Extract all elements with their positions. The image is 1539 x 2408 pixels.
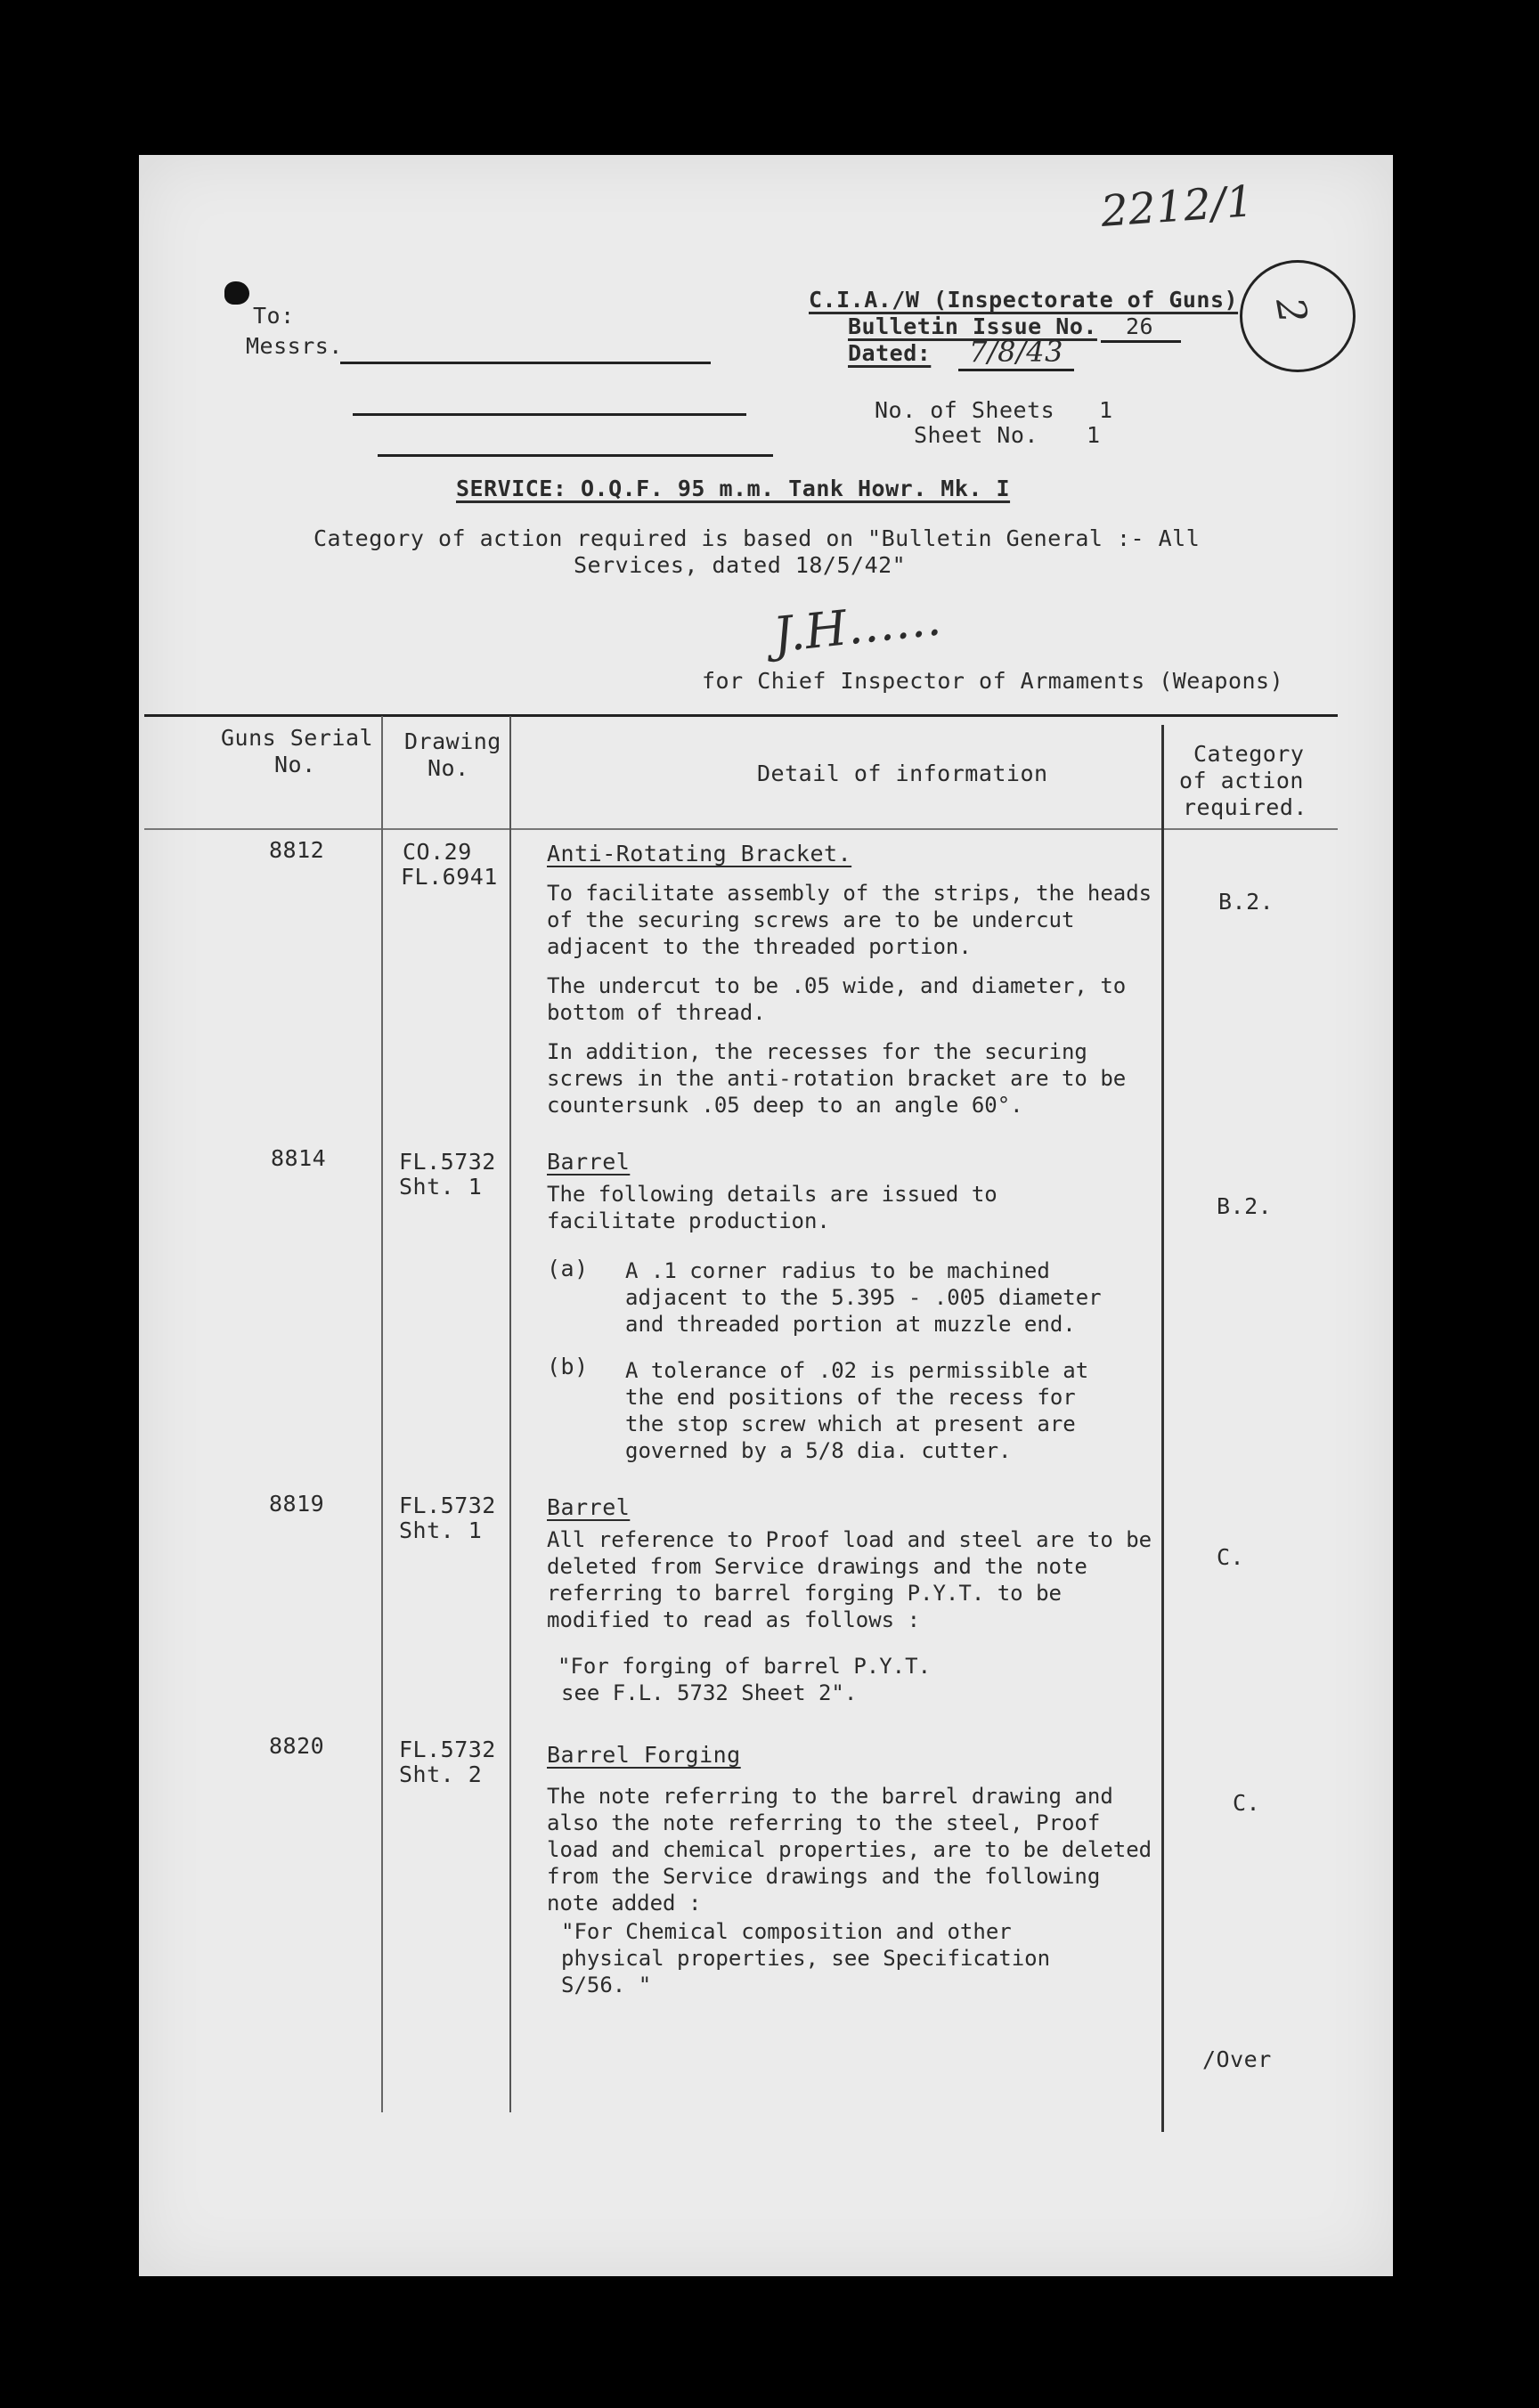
over-note: /Over	[1202, 2046, 1272, 2072]
dated-underline	[958, 369, 1074, 371]
category-basis-line-1: Category of action required is based on "Bulletin General :- All	[314, 525, 1201, 551]
row-1-para-3: In addition, the recesses for the securing screws in the anti-rotation bracket are to be countersunk .05 deep to an angle 60°.	[547, 1039, 1127, 1118]
ink-blot	[224, 281, 249, 305]
category-basis-line-2: Services, dated 18/5/42"	[574, 552, 907, 578]
row-3-drawing-line-2: Sht. 1	[399, 1517, 483, 1543]
sheet-no-value: 1	[1087, 422, 1101, 448]
row-1-category: B.2.	[1218, 889, 1274, 915]
header-category-line-1: Category	[1193, 741, 1305, 767]
signature: J.H......	[770, 590, 944, 663]
address-line-3	[378, 454, 773, 457]
sheet-no-label: Sheet No.	[914, 422, 1038, 448]
dated-label: Dated:	[848, 340, 932, 366]
table-header-rule	[144, 828, 1338, 830]
row-2-item-a-label: (a)	[547, 1256, 589, 1281]
sheets-value: 1	[1099, 397, 1113, 423]
bulletin-underline	[1101, 340, 1181, 343]
row-4-category: C.	[1233, 1790, 1261, 1816]
header-category-line-3: required.	[1183, 794, 1307, 820]
circled-mark-number: 2	[1266, 294, 1316, 328]
row-4-quote: "For Chemical composition and other physical properties, see Specification S/56. "	[561, 1919, 1051, 1997]
row-3-category: C.	[1217, 1544, 1245, 1570]
inspectorate-title: C.I.A./W (Inspectorate of Guns)	[809, 287, 1239, 313]
row-2-drawing-line-2: Sht. 1	[399, 1174, 483, 1200]
row-4-para-1: The note referring to the barrel drawing and also the note referring to the steel, Proof load and chemical properties, are to be deleted from the Service drawings and the following note added :	[547, 1784, 1152, 1916]
header-serial-line-1: Guns Serial	[221, 725, 374, 751]
column-divider-2	[509, 716, 511, 2112]
row-2-drawing-line-1: FL.5732	[399, 1149, 496, 1175]
to-label: To:	[253, 303, 295, 329]
row-4-drawing-line-2: Sht. 2	[399, 1761, 483, 1787]
header-drawing-line-1: Drawing	[404, 728, 501, 754]
service-line: SERVICE: O.Q.F. 95 m.m. Tank Howr. Mk. I	[456, 476, 1011, 501]
row-1-title: Anti-Rotating Bracket.	[547, 841, 852, 866]
bulletin-issue-label: Bulletin Issue No.	[848, 313, 1097, 339]
table-top-rule	[144, 714, 1338, 717]
row-2-category: B.2.	[1217, 1193, 1273, 1219]
header-detail: Detail of information	[757, 761, 1048, 786]
column-divider-3	[1161, 725, 1164, 2132]
row-2-serial: 8814	[271, 1145, 327, 1171]
row-1-para-1: To facilitate assembly of the strips, the heads of the securing screws are to be undercut adjacent to the threaded portion.	[547, 881, 1152, 959]
handwritten-ref-number: 2212/1	[1099, 176, 1256, 237]
row-4-serial: 8820	[269, 1733, 325, 1759]
row-3-drawing-line-1: FL.5732	[399, 1493, 496, 1518]
row-1-detail	[547, 880, 1152, 1119]
row-1-serial: 8812	[269, 837, 325, 863]
row-1-drawing-line-2: FL.6941	[401, 864, 498, 890]
address-line-1	[340, 362, 711, 364]
row-3-para-1: All reference to Proof load and steel are to be deleted from Service drawings and the note referring to barrel forging P.Y.T. to be modified to read as follows :	[547, 1527, 1152, 1632]
row-4-drawing-line-1: FL.5732	[399, 1737, 496, 1762]
header-serial-line-2: No.	[274, 752, 316, 777]
header-drawing-line-2: No.	[428, 755, 469, 781]
row-2-item-b-label: (b)	[547, 1354, 589, 1379]
messrs-label: Messrs.	[246, 333, 343, 359]
bulletin-issue-value: 26	[1126, 313, 1154, 339]
row-2-title: Barrel	[547, 1149, 631, 1175]
row-1-para-2: The undercut to be .05 wide, and diameter, to bottom of thread.	[547, 973, 1127, 1025]
document-page	[139, 155, 1393, 2276]
address-line-2	[353, 413, 746, 416]
row-3-title: Barrel	[547, 1494, 631, 1520]
header-category-line-2: of action	[1179, 768, 1304, 793]
row-2-item-b: A tolerance of .02 is permissible at the end positions of the recess for the stop screw which at present are governed by a 5/8 dia. cutter.	[625, 1358, 1089, 1463]
row-3-serial: 8819	[269, 1491, 325, 1517]
row-4-title: Barrel Forging	[547, 1742, 741, 1768]
signatory: for Chief Inspector of Armaments (Weapons)	[702, 668, 1284, 694]
circled-mark	[1240, 260, 1356, 372]
column-divider-1	[381, 716, 383, 2112]
row-2-item-a: A .1 corner radius to be machined adjacent to the 5.395 - .005 diameter and threaded portion at muzzle end.	[625, 1258, 1102, 1337]
row-3-quote: "For forging of barrel P.Y.T. see F.L. 5732 Sheet 2".	[558, 1654, 932, 1705]
row-2-para-1: The following details are issued to facilitate production.	[547, 1182, 998, 1233]
sheets-label: No. of Sheets	[875, 397, 1055, 423]
dated-value: 7/8/43	[969, 335, 1063, 369]
row-1-drawing-line-1: CO.29	[403, 839, 472, 865]
